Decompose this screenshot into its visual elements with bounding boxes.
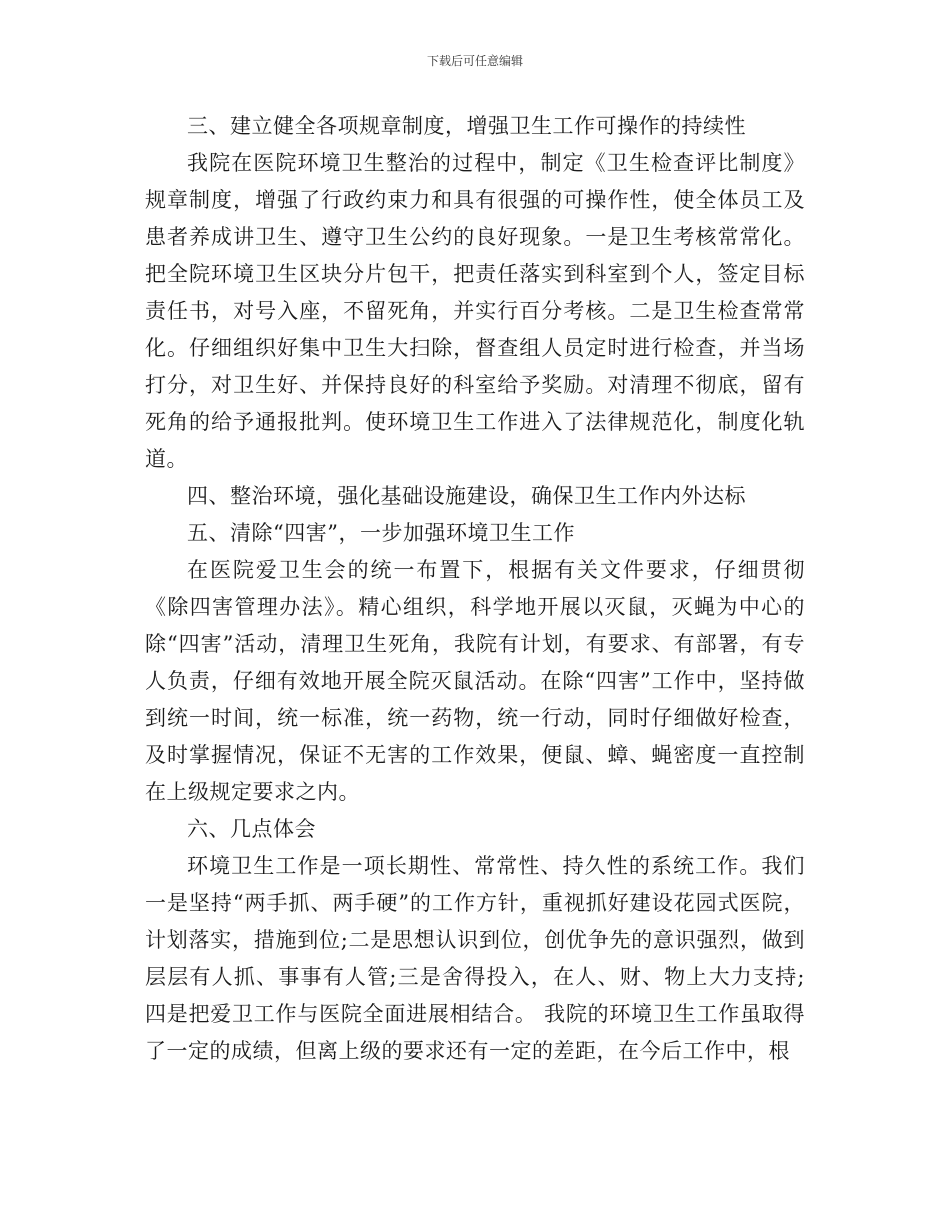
body-paragraph-3: 我院在医院环境卫生整治的过程中，制定《卫生检查评比制度》规章制度，增强了行政约束力和具有很强的可操作性，使全体员工及患者养成讲卫生、遵守卫生公约的良好现象。一是卫生考核常常化。把全院环境卫生区块分片包干，把责任落实到科室到个人，签定目标责任书，对号入座，不留死角，并实行百分考核。二是卫生检查常常化。仔细组织好集中卫生大扫除，督查组人员定时进行检查，并当场打分，对卫生好、并保持良好的科室给予奖励。对清理不彻底，留有死角的给予通报批判。使环境卫生工作进入了法律规范化，制度化轨道。 (145, 151, 805, 471)
section-heading-3: 三、建立健全各项规章制度，增强卫生工作可操作的持续性 (187, 114, 746, 138)
body-paragraph-6: 环境卫生工作是一项长期性、常常性、持久性的系统工作。我们一是坚持“两手抓、两手硬”的工作方针，重视抓好建设花园式医院，计划落实，措施到位;二是思想认识到位，创优争先的意识强烈，做到层层有人抓、事事有人管;三是舍得投入，在人、财、物上大力支持;四是把爱卫工作与医院全面进展相结合。 我院的环境卫生工作虽取得了一定的成绩，但离上级的要求还有一定的差距，在今后工作中，根 (145, 854, 805, 1063)
section-heading-4: 四、整治环境，强化基础设施建设，确保卫生工作内外达标 (187, 484, 746, 508)
section-heading-5: 五、清除“四害”，一步加强环境卫生工作 (187, 521, 575, 545)
section-heading-6: 六、几点体会 (187, 817, 316, 841)
body-paragraph-5: 在医院爱卫生会的统一布置下，根据有关文件要求，仔细贯彻《除四害管理办法》。精心组织，科学地开展以灭鼠，灭蝇为中心的除“四害”活动，清理卫生死角，我院有计划，有要求、有部署，有专人负责，仔细有效地开展全院灭鼠活动。在除“四害”工作中，坚持做到统一时间，统一标准，统一药物，统一行动，同时仔细做好检查，及时掌握情况，保证不无害的工作效果，便鼠、蟑、蝇密度一直控制在上级规定要求之内。 (145, 558, 805, 804)
document-body (145, 108, 805, 1070)
page-header: 下载后可任意编辑 (426, 54, 523, 68)
